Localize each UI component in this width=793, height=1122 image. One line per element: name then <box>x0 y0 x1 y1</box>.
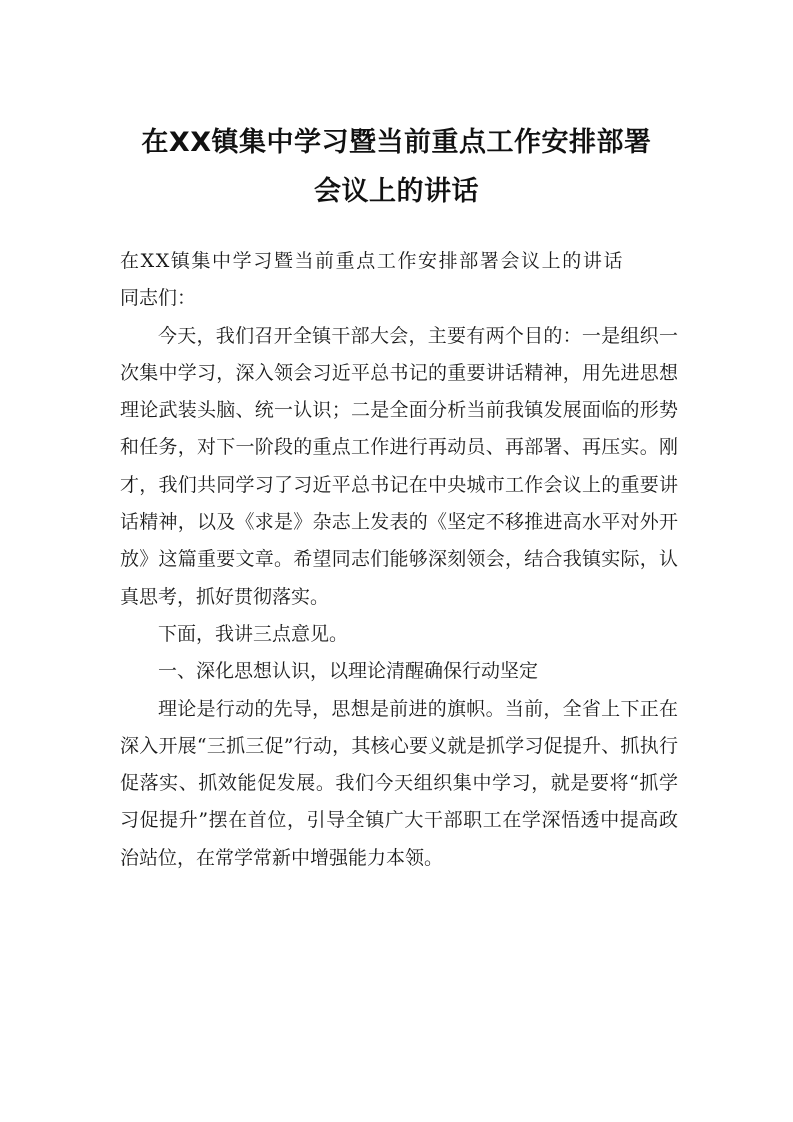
paragraph-heading-repeat: 在XX镇集中学习暨当前重点工作安排部署会议上的讲话 <box>120 250 625 272</box>
document-title-line-2: 会议上的讲话 <box>314 176 479 207</box>
section-heading-1: 一、深化思想认识，以理论清醒确保行动坚定 <box>158 660 539 683</box>
paragraph-salutation: 同志们： <box>120 287 197 310</box>
document-title-line-1: 在XX镇集中学习暨当前重点工作安排部署 <box>141 127 652 158</box>
paragraph-transition: 下面，我讲三点意见。 <box>158 622 349 645</box>
paragraph-intro: 今天，我们召开全镇干部大会，主要有两个目的：一是组织一次集中学习，深入领会习近平总书记的重要讲话精神，用先进思想理论武装头脑、统一认识；二是全面分析当前我镇发展面临的形势和任务，对下一阶段的重点工作进行再动员、再部署、再压实。刚才，我们共同学习了习近平总书记在中央城市工作会议上的重要讲话精神，以及《求是》杂志上发表的《坚定不移推进高水平对外开放》这篇重要文章。希望同志们能够深刻领会，结合我镇实际，认真思考，抓好贯彻落实。 <box>120 324 678 608</box>
document-body <box>120 243 678 877</box>
paragraph-section-1: 理论是行动的先导，思想是前进的旗帜。当前，全省上下正在深入开展“三抓三促”行动，其核心要义就是抓学习促提升、抓执行促落实、抓效能促发展。我们今天组织集中学习，就是要将“抓学习促提升”摆在首位，引导全镇广大干部职工在学深悟透中提高政治站位，在常学常新中增强能力本领。 <box>120 697 678 869</box>
